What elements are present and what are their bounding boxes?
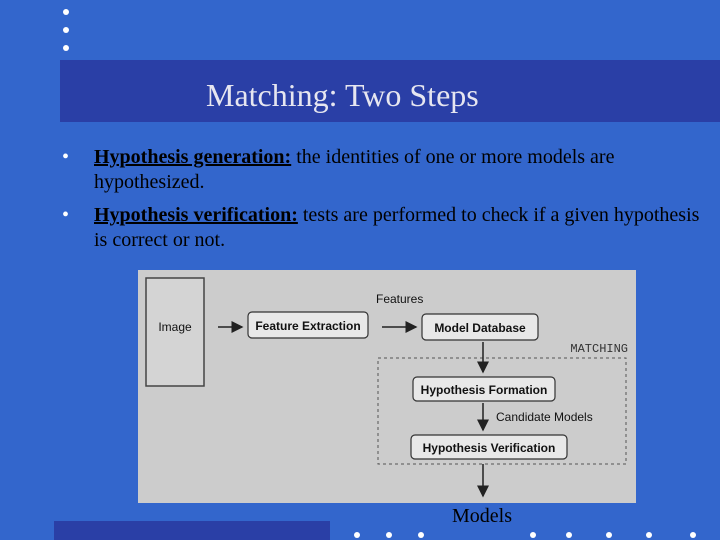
bullet-item: [62, 145, 702, 195]
slide-title: Matching: Two Steps: [206, 77, 479, 113]
bullet-text: the identities of one or more models are hypothesized.: [94, 146, 615, 193]
candidate-models-label: Candidate Models: [496, 410, 593, 424]
hypothesis-formation-label: Hypothesis Formation: [420, 383, 548, 397]
decor-dot: [418, 532, 424, 538]
hypothesis-verification-label: Hypothesis Verification: [422, 441, 556, 455]
decor-dot: [566, 532, 572, 538]
decor-dot: [386, 532, 392, 538]
bottom-bar: [54, 521, 330, 540]
bullet-text: tests are performed to check if a given hypothesis is correct or not.: [94, 204, 700, 251]
diagram-svg: [138, 270, 636, 503]
model-database-label: Model Database: [434, 321, 526, 335]
bullet-mark: •: [62, 204, 70, 226]
decor-dot: [530, 532, 536, 538]
bullet-mark: •: [62, 146, 70, 168]
matching-label: MATCHING: [570, 342, 628, 356]
matching-diagram: [138, 270, 636, 503]
image-label: Image: [158, 320, 192, 334]
decor-dot: [63, 45, 69, 51]
bullet-term: Hypothesis generation:: [94, 146, 292, 168]
bullet-item: [62, 203, 702, 253]
decor-dot: [354, 532, 360, 538]
bullet-term: Hypothesis verification:: [94, 204, 298, 226]
decor-dot: [690, 532, 696, 538]
feature-extraction-label: Feature Extraction: [255, 319, 361, 333]
models-label: Models: [452, 505, 512, 527]
features-label: Features: [376, 292, 424, 306]
decor-dot: [646, 532, 652, 538]
bullet-list: [62, 145, 702, 261]
decor-dot: [63, 9, 69, 15]
decor-dot: [63, 27, 69, 33]
decor-dot: [606, 532, 612, 538]
